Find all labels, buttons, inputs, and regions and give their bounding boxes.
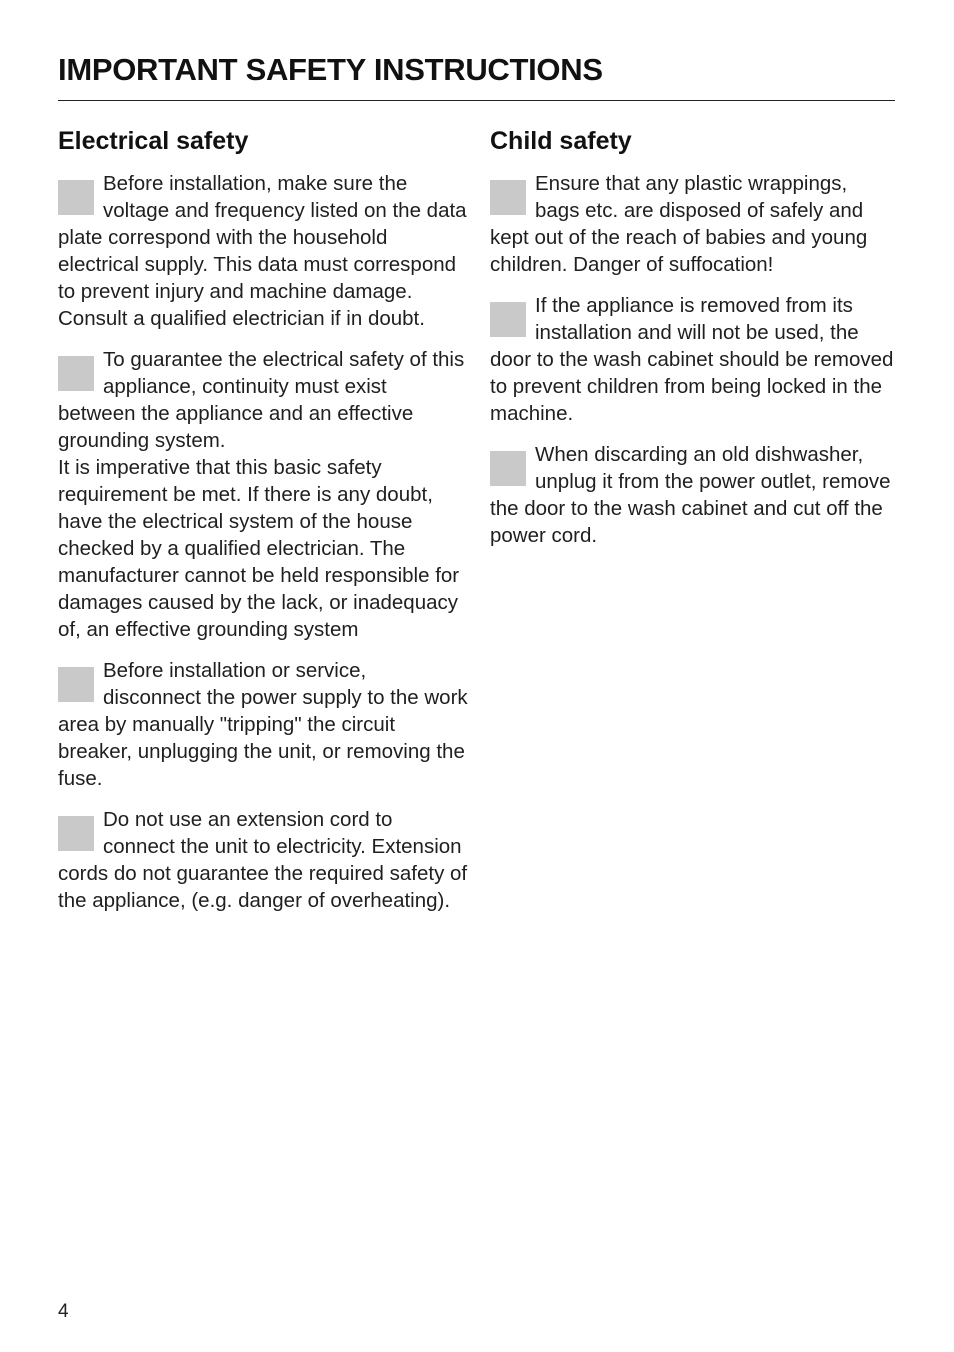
child-safety-heading: Child safety: [490, 127, 632, 155]
page-title: IMPORTANT SAFETY INSTRUCTIONS: [58, 52, 603, 87]
child-safety-item: [490, 441, 895, 549]
electrical-safety-item: [58, 346, 468, 643]
warning-marker-icon: [58, 180, 94, 215]
title-divider: [58, 100, 895, 101]
warning-marker-icon: [490, 180, 526, 215]
page-number: 4: [58, 1301, 69, 1322]
item-text: It is imperative that this basic safety requirement be met. If there is any doubt, have the electrical system of the house checked by a qualified electrician. The manufacturer cannot be held responsible for damages caused by the lack, or inadequacy of, an effective grounding system: [58, 456, 460, 641]
electrical-safety-item: [58, 170, 468, 332]
warning-marker-icon: [490, 451, 526, 486]
item-text: Before installation, make sure the voltage and frequency listed on the data plate correspond with the household electrical supply. This data must correspond to prevent injury and machine damage. Consult a qualified electrician if in doubt.: [58, 172, 467, 330]
warning-marker-icon: [58, 816, 94, 851]
item-text: Ensure that any plastic wrappings, bags etc. are disposed of safely and kept out of the reach of babies and young children. Danger of suffocation!: [490, 172, 868, 276]
item-text: When discarding an old dishwasher, unplug it from the power outlet, remove the door to the wash cabinet and cut off the power cord.: [490, 443, 891, 547]
item-text: To guarantee the electrical safety of this appliance, continuity must exist between the appliance and an effective grounding system.: [58, 348, 465, 452]
electrical-safety-item: [58, 657, 468, 792]
item-text: Do not use an extension cord to connect the unit to electricity. Extension cords do not guarantee the required safety of the appliance, (e.g. danger of overheating).: [58, 808, 468, 912]
child-safety-item: [490, 170, 895, 278]
child-safety-section: [490, 122, 895, 563]
child-safety-item: [490, 292, 895, 427]
item-text: Before installation or service, disconnect the power supply to the work area by manually "tripping" the circuit breaker, unplugging the unit, or removing the fuse.: [58, 659, 468, 790]
item-text: If the appliance is removed from its installation and will not be used, the door to the wash cabinet should be removed to prevent children from being locked in the machine.: [490, 294, 894, 425]
warning-marker-icon: [58, 356, 94, 391]
electrical-safety-item: [58, 806, 468, 914]
warning-marker-icon: [490, 302, 526, 337]
warning-marker-icon: [58, 667, 94, 702]
electrical-safety-section: [58, 122, 468, 928]
electrical-safety-heading: Electrical safety: [58, 127, 249, 155]
